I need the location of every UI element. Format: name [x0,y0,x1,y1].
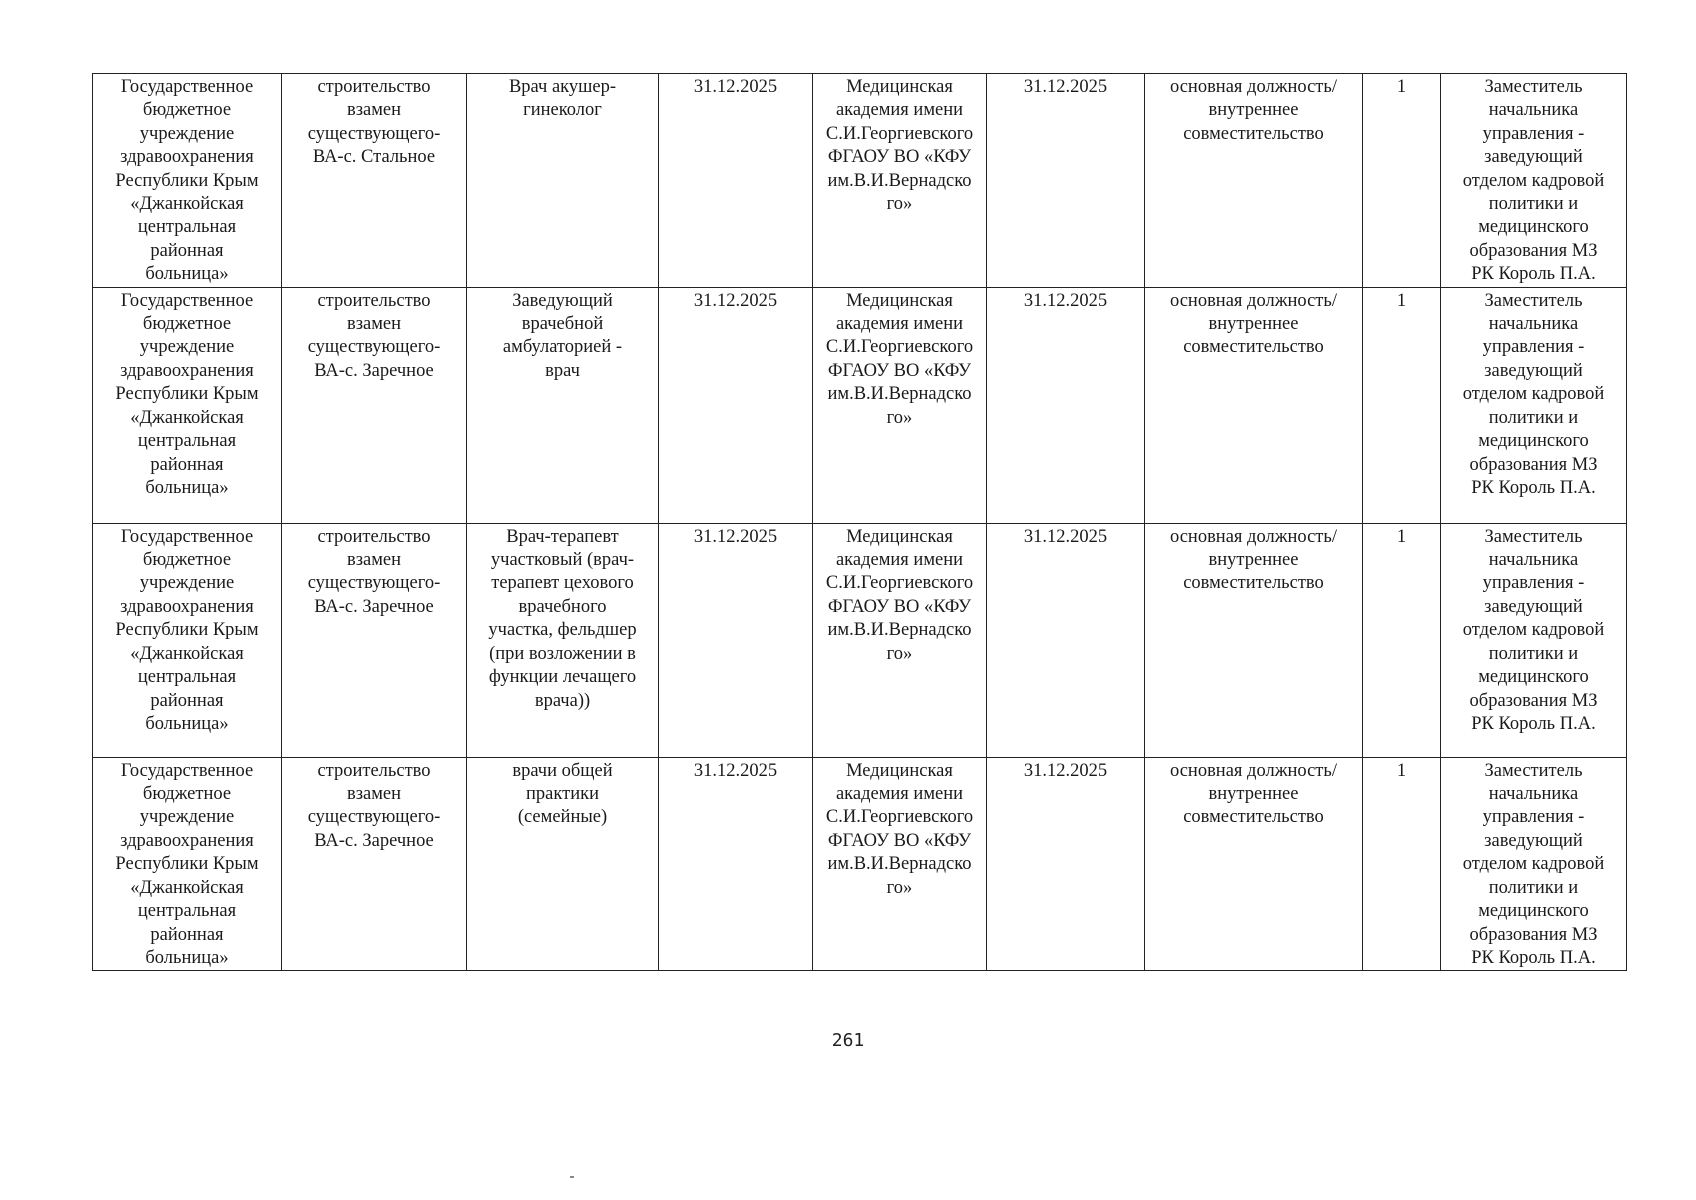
organization-cell: Государственное бюджетное учреждение здравоохранения Республики Крым «Джанкойская центральная районная больница» [93,287,282,523]
employment-cell: основная должность/ внутреннее совместительство [1145,757,1363,971]
employment-cell: основная должность/ внутреннее совместительство [1145,287,1363,523]
organization-cell: Государственное бюджетное учреждение здравоохранения Республики Крым «Джанкойская центральная районная больница» [93,757,282,971]
count-cell: 1 [1363,523,1441,757]
date-cell: 31.12.2025 [659,287,813,523]
employment-cell: основная должность/ внутреннее совместительство [1145,74,1363,288]
date-cell: 31.12.2025 [659,523,813,757]
position-cell: Заведующий врачебной амбулаторией - врач [467,287,659,523]
position-cell: врачи общей практики (семейные) [467,757,659,971]
date-cell: 31.12.2025 [659,757,813,971]
scan-speck [570,1176,574,1178]
academy-cell: Медицинская академия имени С.И.Георгиевского ФГАОУ ВО «КФУ им.В.И.Вернадско го» [813,287,987,523]
staffing-table [92,73,1627,971]
academy-cell: Медицинская академия имени С.И.Георгиевского ФГАОУ ВО «КФУ им.В.И.Вернадско го» [813,523,987,757]
construction-cell: строительство взамен существующего- ВА-с. Заречное [282,757,467,971]
deadline-cell: 31.12.2025 [987,757,1145,971]
count-cell: 1 [1363,757,1441,971]
organization-cell: Государственное бюджетное учреждение здравоохранения Республики Крым «Джанкойская центральная районная больница» [93,74,282,288]
responsible-cell: Заместитель начальника управления - заведующий отделом кадровой политики и медицинского образования МЗ РК Король П.А. [1441,757,1627,971]
academy-cell: Медицинская академия имени С.И.Георгиевского ФГАОУ ВО «КФУ им.В.И.Вернадско го» [813,74,987,288]
table-row [93,74,1627,288]
deadline-cell: 31.12.2025 [987,287,1145,523]
organization-cell: Государственное бюджетное учреждение здравоохранения Республики Крым «Джанкойская центральная районная больница» [93,523,282,757]
table-row [93,523,1627,757]
count-cell: 1 [1363,74,1441,288]
date-cell: 31.12.2025 [659,74,813,288]
construction-cell: строительство взамен существующего- ВА-с. Заречное [282,287,467,523]
responsible-cell: Заместитель начальника управления - заведующий отделом кадровой политики и медицинского образования МЗ РК Король П.А. [1441,523,1627,757]
construction-cell: строительство взамен существующего- ВА-с. Стальное [282,74,467,288]
academy-cell: Медицинская академия имени С.И.Георгиевского ФГАОУ ВО «КФУ им.В.И.Вернадско го» [813,757,987,971]
count-cell: 1 [1363,287,1441,523]
deadline-cell: 31.12.2025 [987,523,1145,757]
deadline-cell: 31.12.2025 [987,74,1145,288]
responsible-cell: Заместитель начальника управления - заведующий отделом кадровой политики и медицинского образования МЗ РК Король П.А. [1441,74,1627,288]
table-row [93,757,1627,971]
position-cell: Врач-терапевт участковый (врач- терапевт цехового врачебного участка, фельдшер (при возложении в функции лечащего врача)) [467,523,659,757]
employment-cell: основная должность/ внутреннее совместительство [1145,523,1363,757]
responsible-cell: Заместитель начальника управления - заведующий отделом кадровой политики и медицинского образования МЗ РК Король П.А. [1441,287,1627,523]
position-cell: Врач акушер- гинеколог [467,74,659,288]
table-row [93,287,1627,523]
page-number: 261 [831,1030,865,1051]
construction-cell: строительство взамен существующего- ВА-с. Заречное [282,523,467,757]
